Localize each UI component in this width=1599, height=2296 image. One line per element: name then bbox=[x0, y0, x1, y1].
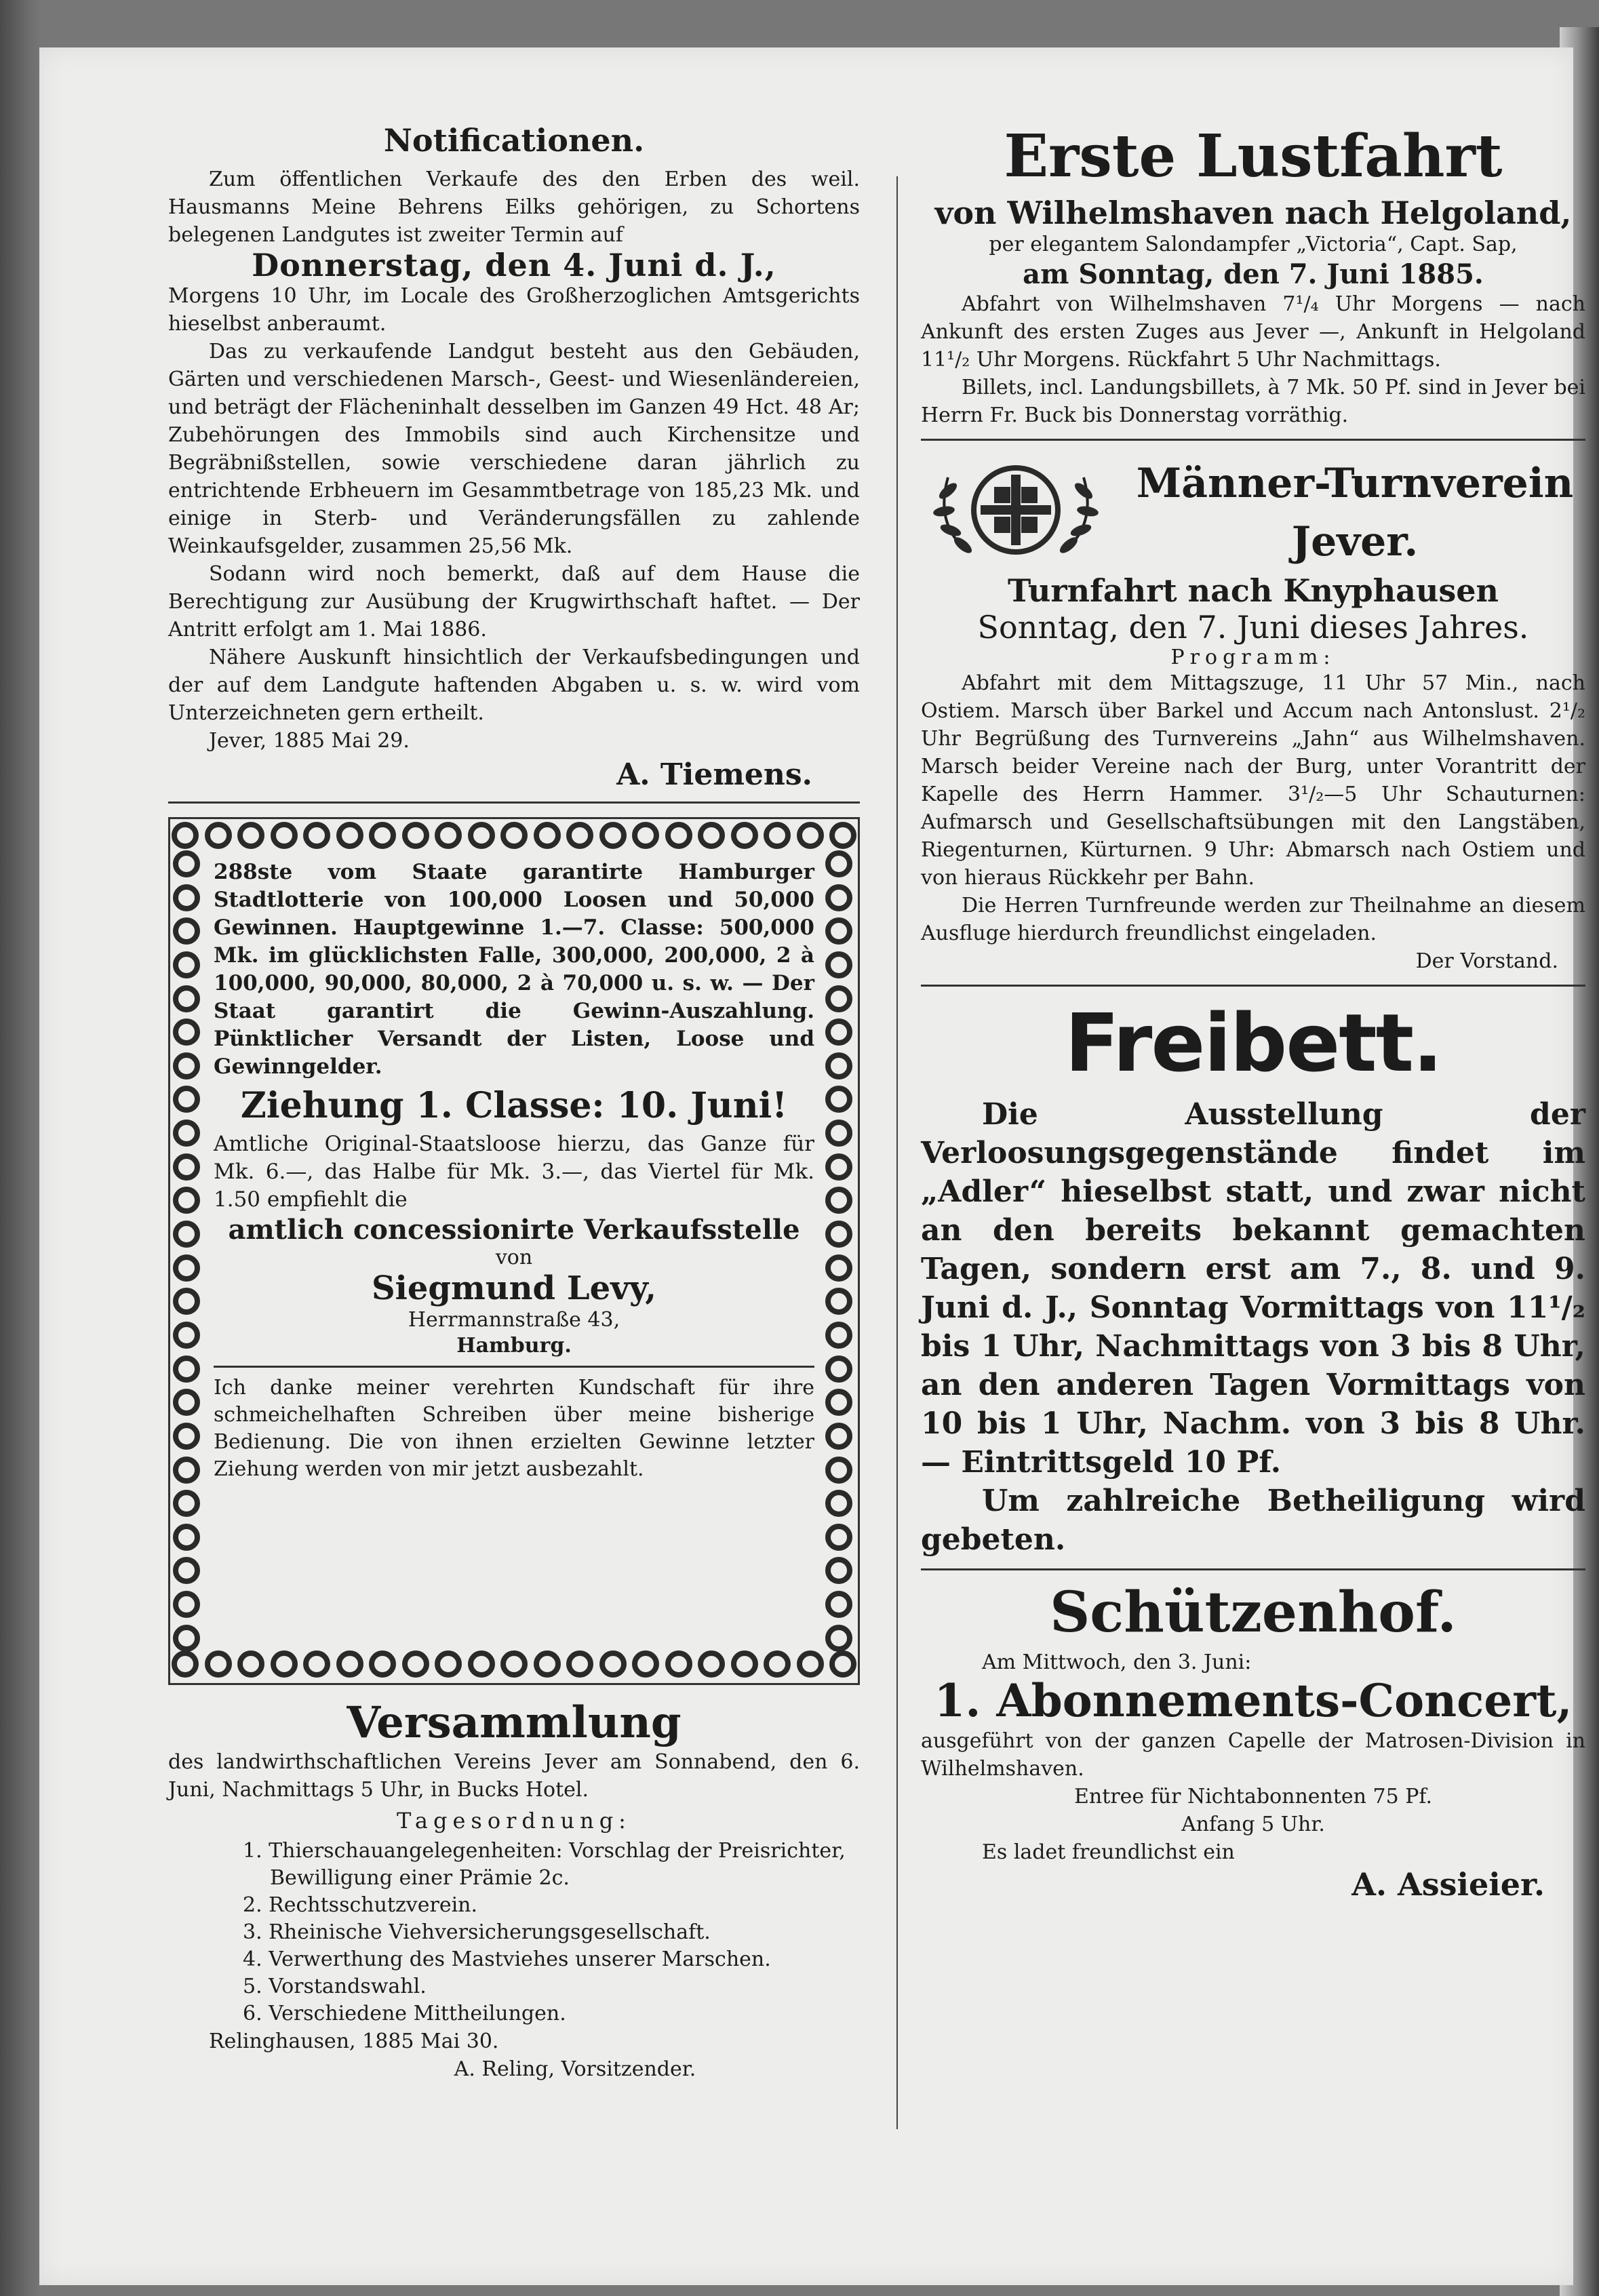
ring-ornament-icon bbox=[173, 1322, 200, 1349]
ring-ornament-icon bbox=[825, 1557, 852, 1584]
turnverein-subtitle: Turnfahrt nach Knyphausen bbox=[1007, 572, 1499, 609]
ring-ornament-icon bbox=[825, 1591, 852, 1618]
agenda-item: 5. Vorstandswahl. bbox=[243, 1975, 427, 1998]
ring-ornament-icon bbox=[435, 822, 462, 849]
lustfahrt-depart: Abfahrt von Wilhelmshaven 7¹/₄ Uhr Morgens — nach Ankunft des ersten Zuges aus Jever —, Ankunft in Helgoland 11¹/₂ Uhr Morgens. Rückfahrt 5 Uhr Nachmittags. bbox=[921, 292, 1585, 372]
notification-signature: A. Tiemens. bbox=[616, 757, 812, 792]
ring-ornament-icon bbox=[566, 1650, 593, 1678]
ring-ornament-icon bbox=[468, 822, 495, 849]
section-rule bbox=[921, 985, 1585, 987]
ring-ornament-icon bbox=[825, 951, 852, 978]
ring-ornament-icon bbox=[829, 1650, 856, 1678]
ring-ornament-icon bbox=[172, 1650, 199, 1678]
notification-place-date: Jever, 1885 Mai 29. bbox=[209, 729, 410, 753]
ring-border-right bbox=[825, 850, 855, 1652]
schuetzenhof-entry: Entree für Nichtabonnenten 75 Pf. bbox=[1074, 1785, 1432, 1808]
notification-date: Donnerstag, den 4. Juni d. J., bbox=[252, 247, 776, 283]
notification-title: Notificationen. bbox=[383, 122, 645, 159]
lustfahrt-ad bbox=[921, 122, 1585, 429]
ring-ornament-icon bbox=[173, 951, 200, 978]
lustfahrt-title: Erste Lustfahrt bbox=[1004, 122, 1503, 191]
turnverein-program-label: Programm: bbox=[1170, 646, 1336, 669]
ring-ornament-icon bbox=[825, 1490, 852, 1517]
lottery-prices: Amtliche Original-Staatsloose hierzu, das Ganze für Mk. 6.—, das Halbe für Mk. 3.—, das Viertel für Mk. 1.50 empfiehlt die bbox=[214, 1132, 814, 1212]
ring-ornament-icon bbox=[825, 1288, 852, 1315]
ring-ornament-icon bbox=[205, 822, 232, 849]
ring-ornament-icon bbox=[731, 1650, 758, 1678]
section-rule bbox=[168, 801, 860, 804]
turnverein-ad bbox=[921, 450, 1585, 975]
ring-ornament-icon bbox=[797, 1650, 824, 1678]
notification-time: Morgens 10 Uhr, im Locale des Großherzoglichen Amtsgerichts hieselbst anberaumt. bbox=[168, 284, 860, 336]
ring-ornament-icon bbox=[825, 1052, 852, 1080]
lottery-seller-name: Siegmund Levy, bbox=[371, 1269, 657, 1307]
ring-ornament-icon bbox=[632, 822, 659, 849]
ring-ornament-icon bbox=[825, 1153, 852, 1181]
agenda-item: 4. Verwerthung des Mastviehes unserer Marschen. bbox=[243, 1947, 771, 1971]
ring-ornament-icon bbox=[369, 822, 396, 849]
ring-ornament-icon bbox=[829, 822, 856, 849]
ring-ornament-icon bbox=[173, 1120, 200, 1147]
agenda-item: 2. Rechtsschutzverein. bbox=[243, 1893, 478, 1917]
lustfahrt-route: von Wilhelmshaven nach Helgoland, bbox=[934, 195, 1572, 231]
freibett-ad bbox=[921, 996, 1585, 1559]
schuetzenhof-concert: 1. Abonnements-Concert, bbox=[934, 1674, 1573, 1727]
ring-ornament-icon bbox=[173, 1423, 200, 1450]
turnverein-signature: Der Vorstand. bbox=[1415, 949, 1558, 973]
ring-ornament-icon bbox=[825, 1524, 852, 1551]
turnverein-invite: Die Herren Turnfreunde werden zur Theilnahme an diesem Ausfluge hierdurch freundlichst eingeladen. bbox=[921, 894, 1585, 945]
freibett-body: Die Ausstellung der Verloosungsgegenstände findet im „Adler“ hieselbst statt, und zwar nicht an den bereits bekannt gemachten Tagen, sondern erst am 7., 8. und 9. Juni d. J., Sonntag Vormittags von 11¹/₂ bis 1 Uhr, Nachmittags von 3 bis 8 Uhr, an den anderen Tagen Vormittags von 10 bis 1 Uhr, Nachm. von 3 bis 8 Uhr. — Eintrittsgeld 10 Pf. bbox=[921, 1097, 1585, 1480]
lottery-draw-date: Ziehung 1. Classe: 10. Juni! bbox=[240, 1085, 788, 1126]
ring-ornament-icon bbox=[566, 822, 593, 849]
right-column bbox=[921, 122, 1585, 1903]
lottery-ad bbox=[168, 817, 860, 1685]
ring-ornament-icon bbox=[173, 1086, 200, 1113]
ring-ornament-icon bbox=[303, 822, 330, 849]
agenda-list bbox=[168, 1838, 860, 2027]
ring-ornament-icon bbox=[500, 822, 528, 849]
ring-ornament-icon bbox=[173, 1254, 200, 1282]
ring-ornament-icon bbox=[173, 850, 200, 877]
ring-ornament-icon bbox=[369, 1650, 396, 1678]
ring-ornament-icon bbox=[435, 1650, 462, 1678]
ring-ornament-icon bbox=[173, 884, 200, 911]
schuetzenhof-ad bbox=[921, 1580, 1585, 1903]
schuetzenhof-invite: Es ladet freundlichst ein bbox=[982, 1840, 1235, 1864]
freibett-title: Freibett. bbox=[1065, 996, 1442, 1090]
ring-ornament-icon bbox=[173, 1490, 200, 1517]
ring-ornament-icon bbox=[173, 1288, 200, 1315]
ring-ornament-icon bbox=[825, 1187, 852, 1214]
versammlung-ad bbox=[168, 1697, 860, 2083]
turnverein-date: Sonntag, den 7. Juni dieses Jahres. bbox=[977, 609, 1529, 646]
ring-ornament-icon bbox=[173, 917, 200, 945]
ring-ornament-icon bbox=[336, 822, 363, 849]
ring-ornament-icon bbox=[173, 1052, 200, 1080]
lustfahrt-vessel: per elegantem Salondampfer „Victoria“, Capt. Sap, bbox=[989, 233, 1518, 256]
ring-ornament-icon bbox=[173, 1187, 200, 1214]
ring-ornament-icon bbox=[173, 985, 200, 1012]
lottery-city: Hamburg. bbox=[456, 1334, 572, 1358]
ring-ornament-icon bbox=[698, 1650, 725, 1678]
ring-ornament-icon bbox=[173, 1389, 200, 1416]
schuetzenhof-date: Am Mittwoch, den 3. Juni: bbox=[982, 1650, 1252, 1674]
ring-ornament-icon bbox=[402, 822, 429, 849]
ring-ornament-icon bbox=[173, 1221, 200, 1248]
ring-ornament-icon bbox=[698, 822, 725, 849]
ring-ornament-icon bbox=[599, 822, 627, 849]
ring-ornament-icon bbox=[173, 1457, 200, 1484]
ring-ornament-icon bbox=[173, 1355, 200, 1383]
agenda-item: 1. Thierschauangelegenheiten: Vorschlag der Preisrichter, Bewilligung einer Prämie 2c. bbox=[243, 1839, 846, 1890]
ring-ornament-icon bbox=[825, 1322, 852, 1349]
schuetzenhof-start: Anfang 5 Uhr. bbox=[1181, 1813, 1325, 1836]
ring-ornament-icon bbox=[173, 1153, 200, 1181]
ring-ornament-icon bbox=[825, 1254, 852, 1282]
ring-ornament-icon bbox=[825, 1625, 852, 1652]
ring-border-left bbox=[173, 850, 203, 1652]
ring-ornament-icon bbox=[336, 1650, 363, 1678]
turnverein-title: Männer-Turnverein Jever. bbox=[1136, 460, 1574, 566]
ring-ornament-icon bbox=[632, 1650, 659, 1678]
newspaper-page bbox=[39, 47, 1585, 2285]
ring-border-top bbox=[170, 822, 858, 852]
ring-ornament-icon bbox=[825, 884, 852, 911]
agenda-item: 3. Rheinische Viehversicherungsgesellschaft. bbox=[243, 1920, 711, 1944]
ring-ornament-icon bbox=[173, 1557, 200, 1584]
ring-ornament-icon bbox=[173, 1625, 200, 1652]
ring-ornament-icon bbox=[825, 1355, 852, 1383]
turner-cross-emblem-icon bbox=[921, 450, 1111, 572]
schuetzenhof-title: Schützenhof. bbox=[1050, 1580, 1457, 1645]
ring-border-bottom bbox=[170, 1650, 858, 1680]
schuetzenhof-performer: ausgeführt von der ganzen Capelle der Matrosen-Division in Wilhelmshaven. bbox=[921, 1729, 1585, 1781]
agenda-heading: Tagesordnung: bbox=[397, 1808, 631, 1834]
lustfahrt-date: am Sonntag, den 7. Juni 1885. bbox=[1023, 258, 1484, 290]
lottery-sellpoint: amtlich concessionirte Verkaufsstelle bbox=[228, 1214, 800, 1246]
turnverein-program: Abfahrt mit dem Mittagszuge, 11 Uhr 57 Min., nach Ostiem. Marsch über Barkel und Accum nach Antonslust. 2¹/₂ Uhr Begrüßung des Turnvereins „Jahn“ aus Wilhelmshaven. Marsch beider Vereine nach der Burg, unter Vorantritt der Kapelle des Herrn Hammer. 3¹/₂—5 Uhr Schauturnen: Aufmarsch und Gesellschaftsübungen mit den Langstäben, Riegenturnen, Kürturnen. 9 Uhr: Abmarsch nach Ostiem und von hieraus Rückkehr per Bahn. bbox=[921, 671, 1585, 890]
schuetzenhof-signature: A. Assieier. bbox=[1351, 1866, 1545, 1903]
agenda-item: 6. Verschiedene Mittheilungen. bbox=[243, 2002, 566, 2025]
ring-ornament-icon bbox=[237, 1650, 264, 1678]
ring-ornament-icon bbox=[825, 1120, 852, 1147]
lustfahrt-tickets: Billets, incl. Landungsbillets, à 7 Mk. 50 Pf. sind in Jever bei Herrn Fr. Buck bis Donnerstag vorräthig. bbox=[921, 376, 1585, 427]
ring-ornament-icon bbox=[173, 1018, 200, 1046]
ring-ornament-icon bbox=[825, 985, 852, 1012]
ring-ornament-icon bbox=[731, 822, 758, 849]
ring-ornament-icon bbox=[764, 822, 791, 849]
versammlung-intro: des landwirthschaftlichen Vereins Jever am Sonnabend, den 6. Juni, Nachmittags 5 Uhr, in Bucks Hotel. bbox=[168, 1750, 860, 1802]
ring-ornament-icon bbox=[825, 850, 852, 877]
ring-ornament-icon bbox=[825, 1389, 852, 1416]
ring-ornament-icon bbox=[665, 1650, 692, 1678]
left-column bbox=[168, 122, 860, 2083]
ring-ornament-icon bbox=[797, 822, 824, 849]
ring-ornament-icon bbox=[173, 1524, 200, 1551]
notification-ad bbox=[168, 122, 860, 792]
ring-ornament-icon bbox=[534, 1650, 561, 1678]
ring-ornament-icon bbox=[402, 1650, 429, 1678]
lottery-headline: 288ste vom Staate garantirte Hamburger Stadtlotterie von 100,000 Loosen und 50,000 Gewinnen. Hauptgewinne 1.—7. Classe: 500,000 Mk. im glücklichsten Falle, 300,000, 200,000, 2 à 100,000, 90,000, 80,000, 2 à 70,000 u. s. w. — Der Staat garantirt die Gewinn-Auszahlung. Pünktlicher Versandt der Listen, Loose und Gewinngelder. bbox=[214, 860, 814, 1079]
lottery-street: Herrmannstraße 43, bbox=[408, 1308, 620, 1332]
section-rule bbox=[921, 439, 1585, 441]
ring-ornament-icon bbox=[764, 1650, 791, 1678]
ring-ornament-icon bbox=[205, 1650, 232, 1678]
column-divider bbox=[896, 176, 898, 2129]
ring-ornament-icon bbox=[825, 1018, 852, 1046]
ring-ornament-icon bbox=[271, 1650, 298, 1678]
ring-ornament-icon bbox=[825, 1457, 852, 1484]
ring-ornament-icon bbox=[500, 1650, 528, 1678]
ring-ornament-icon bbox=[303, 1650, 330, 1678]
notification-para1: Das zu verkaufende Landgut besteht aus den Gebäuden, Gärten und verschiedenen Marsch-, Geest- und Wiesenländereien, und beträgt der Flächeninhalt desselben im Ganzen 49 Hct. 48 Ar; Zubehörungen des Immobils sind auch Kirchensitze und Begräbnißstellen, sowie verschiedene daran jährlich zu entrichtende Erbheuern im Gesammtbetrage von 185,23 Mk. und einige in Sterb- und Veränderungsfällen zu zahlende Weinkaufsgelder, zusammen 25,56 Mk. bbox=[168, 340, 860, 558]
notification-intro: Zum öffentlichen Verkaufe des den Erben des weil. Hausmanns Meine Behrens Eilks gehörigen, zu Schortens belegenen Landgutes ist zweiter Termin auf bbox=[168, 167, 860, 247]
ring-ornament-icon bbox=[468, 1650, 495, 1678]
ring-ornament-icon bbox=[825, 917, 852, 945]
ring-ornament-icon bbox=[534, 822, 561, 849]
ring-ornament-icon bbox=[599, 1650, 627, 1678]
freibett-closing: Um zahlreiche Betheiligung wird gebeten. bbox=[921, 1484, 1585, 1557]
notification-para3: Nähere Auskunft hinsichtlich der Verkaufsbedingungen und der auf dem Landgute haftenden Abgaben u. s. w. wird vom Unterzeichneten gern ertheilt. bbox=[168, 646, 860, 725]
ring-ornament-icon bbox=[237, 822, 264, 849]
ring-ornament-icon bbox=[271, 822, 298, 849]
versammlung-title: Versammlung bbox=[347, 1697, 682, 1748]
ring-ornament-icon bbox=[172, 822, 199, 849]
lottery-thanks: Ich danke meiner verehrten Kundschaft für ihre schmeichelhaften Schreiben über meine bisherige Bedienung. Die von ihnen erzielten Gewinne letzter Ziehung werden von mir jetzt ausbezahlt. bbox=[214, 1366, 814, 1483]
ring-ornament-icon bbox=[825, 1221, 852, 1248]
versammlung-place-date: Relinghausen, 1885 Mai 30. bbox=[209, 2030, 499, 2053]
ring-ornament-icon bbox=[825, 1423, 852, 1450]
versammlung-signature: A. Reling, Vorsitzender. bbox=[454, 2057, 696, 2081]
ring-ornament-icon bbox=[173, 1591, 200, 1618]
lottery-von: von bbox=[495, 1246, 533, 1269]
section-rule bbox=[921, 1568, 1585, 1570]
ring-ornament-icon bbox=[665, 822, 692, 849]
ring-ornament-icon bbox=[825, 1086, 852, 1113]
notification-para2: Sodann wird noch bemerkt, daß auf dem Hause die Berechtigung zur Ausübung der Krugwirthschaft haftet. — Der Antritt erfolgt am 1. Mai 1886. bbox=[168, 562, 860, 641]
